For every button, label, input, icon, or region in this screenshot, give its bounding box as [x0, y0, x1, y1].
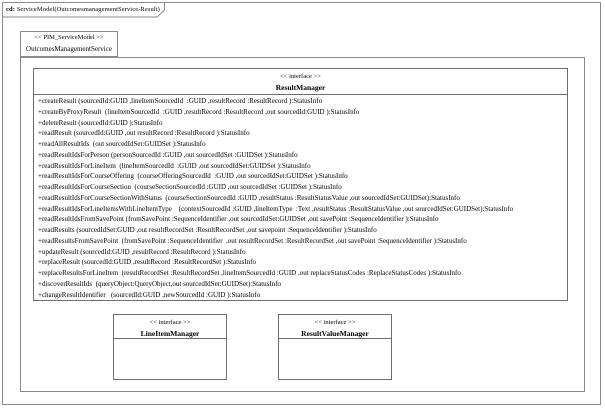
method-signature: +readResultIdsForCourseSectionWithStatus (courseSectionSourcedId :GUID ,resultStatus :ResultStatusValue ,out sourcedIdSet:GUIDSet):StatusInfo	[38, 193, 460, 202]
interface-result-value-manager	[278, 314, 392, 380]
package-label	[20, 31, 118, 57]
method-signature: +readResultIdsForPerson (personSourcedId :GUID ,out sourcedIdSet :GUIDSet ):StatusInfo	[38, 150, 298, 159]
diagram-title-text: ServiceModel(OutcomesmanagementService-Result)	[14, 6, 160, 13]
method-signature: +updateResult (sourcedId:GUID ,resultRecord :ResultRecord ):StatusInfo	[38, 247, 246, 256]
method-signature: +createByProxyResult (lineItemSourcedId :GUID ,resultRecord :ResultRecord ,out sourcedId:GUID ):StatusInfo	[38, 107, 360, 116]
method-signature: +readResultIdsForLineItem (lineItemSourcedId :GUID ,out sourcedIdSet:GUIDSet ):StatusInfo	[38, 161, 311, 170]
method-signature: +readResultIdsForCourseOffering (courseOfferingSourcedId :GUID ,out sourcedIdSet:GUIDSet ):StatusInfo	[38, 172, 348, 181]
method-signature: +readResultsFromSavePoint (fromSavePoint :SequenceIdentifier ,out resultRecordSet :ResultRecordSet ,out savePoint :SequenceIdentifier ):StatusInfo	[38, 236, 467, 245]
method-signature: +changeResultIdentifier (sourcedId:GUID ,newSourcedId :GUID ):StatusInfo	[38, 290, 261, 299]
method-signature: +readResults (sourcedIdSet:GUID ,out resultRecordSet :ResultRecordSet ,out savepoint :SequenceIdentifier ):StatusInfo	[38, 226, 377, 234]
result-value-manager-name: ResultValueManager	[301, 329, 369, 338]
result-manager-methods	[34, 95, 567, 300]
result-manager-header	[34, 69, 567, 95]
method-signature: +readAllResultIds (out sourcedIdSet:GUIDSet ):StatusInfo	[38, 140, 206, 148]
method-signature: +readResultIdsForLineItemsWithLineItemType (contextSourcedId :GUID ,lineItemType :Text ,resultStatus :ResultStatusValue ,out sourcedIdSet:GUIDSet):StatusInfo	[38, 204, 514, 213]
method-signature: +discoverResultIds (queryObject:QueryObject,out sourcedIdSet:GUIDSet):StatusInfo	[38, 279, 282, 288]
result-value-manager-header	[279, 315, 391, 339]
package-stereotype: << PIM_ServiceModel >>	[34, 34, 104, 41]
line-item-manager-name: LineItemManager	[140, 329, 200, 338]
method-signature: +createResult (sourcedId:GUID ,lineItemSourcedId :GUID ,resultRecord :ResultRecord ):StatusInfo	[38, 97, 323, 105]
diagram-kind-label: cd:	[6, 6, 15, 13]
result-manager-name: ResultManager	[275, 83, 326, 92]
method-signature: +readResultIdsForCourseSection (courseSectionSourcedId :GUID ,out sourcedIdSet :GUIDSet ):StatusInfo	[38, 183, 342, 191]
line-item-manager-stereotype: << interface >>	[149, 319, 191, 326]
result-manager-stereotype: << interface >>	[280, 73, 321, 80]
result-value-manager-stereotype: << interface >>	[314, 319, 356, 326]
method-signature: +replaceResultsForLineItem (resultRecordSet :ResultRecordSet ,lineItemSourcedId :GUID ,out replaceStatusCodes :ReplaceStatusCodes ):StatusInfo	[38, 269, 461, 277]
method-signature: +deleteResult (sourcedId:GUID ):StatusInfo	[38, 118, 163, 127]
diagram-tab	[2, 2, 174, 18]
method-signature: +replaceResult (sourcedId:GUID ,resultRecord :ResultRecordSet ):StatusInfo	[38, 258, 256, 267]
interface-line-item-manager	[113, 314, 227, 380]
line-item-manager-header	[114, 315, 226, 339]
method-signature: +readResult (sourcedId:GUID ,out resultRecord :ResultRecord ):StatusInfo	[38, 129, 250, 138]
interface-result-manager	[33, 68, 568, 301]
diagram-title	[6, 5, 160, 14]
package-name: OutcomesManagementService	[26, 45, 112, 53]
method-signature: +readResultIdsFromSavePoint (fromSavePoint :SequenceIdentifier ,out sourcedIdSet:GUIDSet ,out savePoint :SequenceIdentifier ):StatusInfo	[38, 215, 439, 224]
